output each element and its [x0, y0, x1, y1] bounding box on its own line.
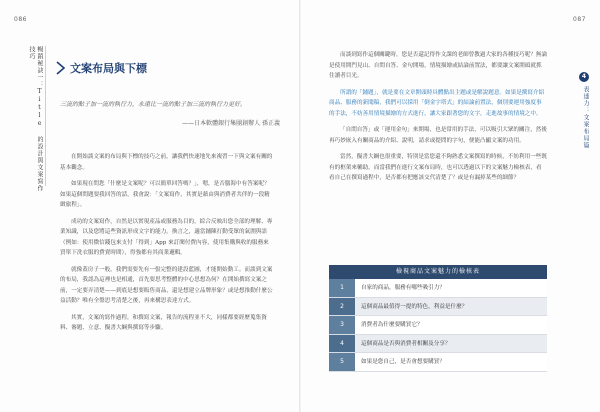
left-body — [60, 152, 273, 402]
checklist-table — [329, 265, 547, 372]
body-paragraph: 在開始談文案的布局與下標的技巧之前，讓我們快速地先來複習一下與文案有關的基本觀念。 — [60, 154, 273, 171]
epigraph-text: 三流的點子加一流的執行力，永遠比一流的點子加三流的執行力更好。 — [60, 101, 247, 108]
right-page-number: 087 — [573, 16, 586, 23]
row-text: 消費者為什麼要購買它？ — [355, 316, 547, 334]
section-title — [56, 60, 147, 76]
row-number: 5 — [329, 353, 355, 371]
running-head-rule — [45, 46, 46, 186]
row-text: 自家的商品，服務有哪些吸引力？ — [355, 279, 547, 297]
row-text: 這個商品是否與消費者相關及分享？ — [355, 335, 547, 353]
body-paragraph: 成功的文案寫作，自然是以實現產品或服務為目的，綜合反映出您全部的理解、專業知識，以及您將這些資訊形成文字的能力。換言之，適當鋪陳打動受眾的氣圍與語（例如：使用微信錢包來支付「得到」App 來訂閱付費內容，使用集購與收的服務來買單下洗衣服的費賣時間），得強都有其商業邏輯。 — [60, 218, 273, 256]
row-number: 3 — [329, 316, 355, 334]
body-paragraph: 而談到寫作這個關鍵時，您是否還記得作文課的老師曾教過大家的各種技巧呢？無論是使用開門見山、自問自答、金句開場，情境描繪或結論前置法，都要讓文案開頭就抓住讀者目光。 — [329, 52, 547, 79]
table-row — [329, 353, 547, 372]
body-paragraph: 如果現在問您「什麼是文案呢？可以簡單回答嗎？」，嗯，是否腦海中有答案呢？如果這個問題要我回答的話，我會說：「文案寫作，其實是藉由與消費者共伴的一段精緻旅程」。 — [60, 181, 270, 208]
checklist-title: 檢視商品文案魅力的檢核表 — [329, 265, 547, 279]
right-running-head: 表達力：文案布局篇 — [582, 86, 589, 149]
page-gutter — [299, 0, 301, 412]
table-row — [329, 316, 547, 335]
row-text: 如果是您自己，是否會想要購買？ — [355, 353, 547, 371]
table-row — [329, 279, 547, 298]
table-row — [329, 298, 547, 317]
body-paragraph: 「自問自答」或「運用金句」來開場，也是常用的手法，可以吸引大眾的關注，然後再巧妙嵌入有關商品的介紹、說明，請求或提問的字句，便能凸顯文案的功用。 — [329, 127, 547, 144]
chevron-right-icon — [56, 61, 66, 75]
left-running-head: 暢銷秘訣一：Title 的設計與文案寫作技巧 — [28, 46, 43, 192]
highlighted-paragraph: 所謂的「鋪題」，就是要在文章開頭時具體點出主題或是解說題意。如果是撰寫介紹商品、服務的新聞稿，我們可以採用「倒金字塔式」的結論前置法，個別要運用強度事的手法，不妨善用情境描繪的方式進行，讓大家跟著您的文字，走進故事的情境之中。 — [329, 89, 545, 117]
table-row — [329, 335, 547, 354]
body-paragraph: 當然，擬書大綱也很重要，特別是當您還不夠熟悉文案撰寫的時候，不妨利用一些既有的框架來輔助。而當我們在進行文案布局時，也可以透過以下的文案魅力檢核表，看看自己在撰寫過程中，是否都有把應該交代清楚了？或是有漏掉某些的細節？ — [329, 154, 547, 181]
section-title-text: 文案布局與下標 — [70, 62, 147, 75]
body-paragraph: 就像蓋房子一般，我們需要先有一張完整的建設藍圖，才能開始動工。而談到文案的布局，我認為這裡也是相通，首先要思考整體的中心思想為何？在開始撰寫文案之前，一定要弄清楚——到底是想要販售商品，還是想建立品牌形象？或是想推動什麼公益活動？唯有全盤思考清楚之後，再來構思表達方式。 — [60, 266, 273, 304]
row-number: 2 — [329, 298, 355, 316]
right-body — [329, 50, 547, 265]
row-number: 1 — [329, 279, 355, 297]
chapter-badge: 4 — [579, 72, 589, 82]
row-number: 4 — [329, 335, 355, 353]
row-text: 這個商品最值得一提的特色，利益是什麼？ — [355, 298, 547, 316]
left-page-number: 086 — [14, 16, 27, 23]
body-paragraph: 其實，文案的寫作過程，和撰寫文案，報告的流程並不大，同樣都要經歷蒐集資料、審題、立意、擬書大綱與撰寫等步驟。 — [60, 314, 267, 331]
epigraph-source: ——日本軟體銀行集團創辦人 孫正義 — [182, 120, 280, 127]
